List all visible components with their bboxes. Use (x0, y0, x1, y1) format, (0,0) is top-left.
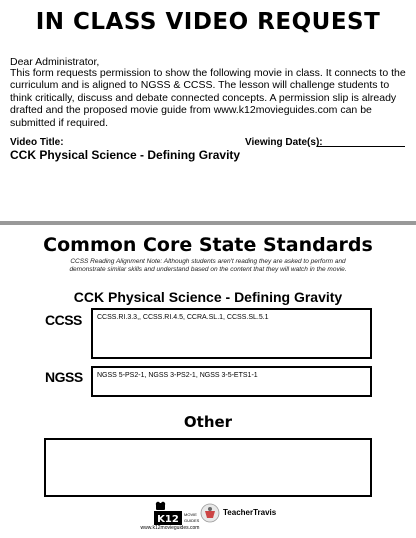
teacher-travis-logo-icon (200, 503, 220, 523)
other-heading: Other (183, 413, 233, 431)
page-divider (0, 221, 416, 225)
logo-url: www.k12movieguides.com (140, 525, 200, 531)
form-title: IN CLASS VIDEO REQUEST (35, 9, 381, 35)
video-title-value: CCK Physical Science - Defining Gravity (10, 148, 241, 162)
standards-video-title: CCK Physical Science - Defining Gravity (73, 289, 343, 305)
ccss-box[interactable] (91, 308, 372, 359)
ccss-value: CCSS.RI.3.3,, CCSS.RI.4.5, CCRA.SL.1, CCSS.SL.5.1 (97, 314, 269, 321)
request-body: This form requests permission to show the following movie in class. It connects to the curriculum and is aligned to NGSS & CCSS. The lesson will challenge students to think critically, discuss and debate connected concepts. A permission slip is already drafted and the proposed movie guide from www.k12movieguides.com can be submitted if required. (10, 67, 406, 129)
svg-text:K12: K12 (157, 514, 179, 525)
teacher-travis-label: TeacherTravis (223, 508, 277, 517)
other-value (46, 440, 370, 446)
standards-heading: Common Core State Standards (43, 234, 373, 256)
viewing-dates-label: Viewing Date(s): (245, 137, 323, 148)
ccss-label: CCSS (45, 312, 82, 328)
greeting: Dear Administrator, (10, 56, 100, 68)
other-box[interactable] (44, 438, 372, 497)
viewing-dates-field[interactable] (317, 146, 405, 147)
k12-movie-guides-logo (148, 501, 200, 527)
alignment-note: CCSS Reading Alignment Note: Although students aren't reading they are asked to perform and demonstrate similar skills and understand based on the content that they will watch in the movie. (69, 258, 347, 273)
svg-text:MOVIE: MOVIE (184, 512, 197, 517)
ngss-label: NGSS (45, 369, 83, 385)
ngss-box[interactable] (91, 366, 372, 397)
video-title-label: Video Title: (10, 137, 64, 148)
ngss-value: NGSS 5-PS2-1, NGSS 3-PS2-1, NGSS 3-5-ETS1-1 (97, 372, 258, 379)
svg-text:GUIDES: GUIDES (184, 518, 200, 523)
